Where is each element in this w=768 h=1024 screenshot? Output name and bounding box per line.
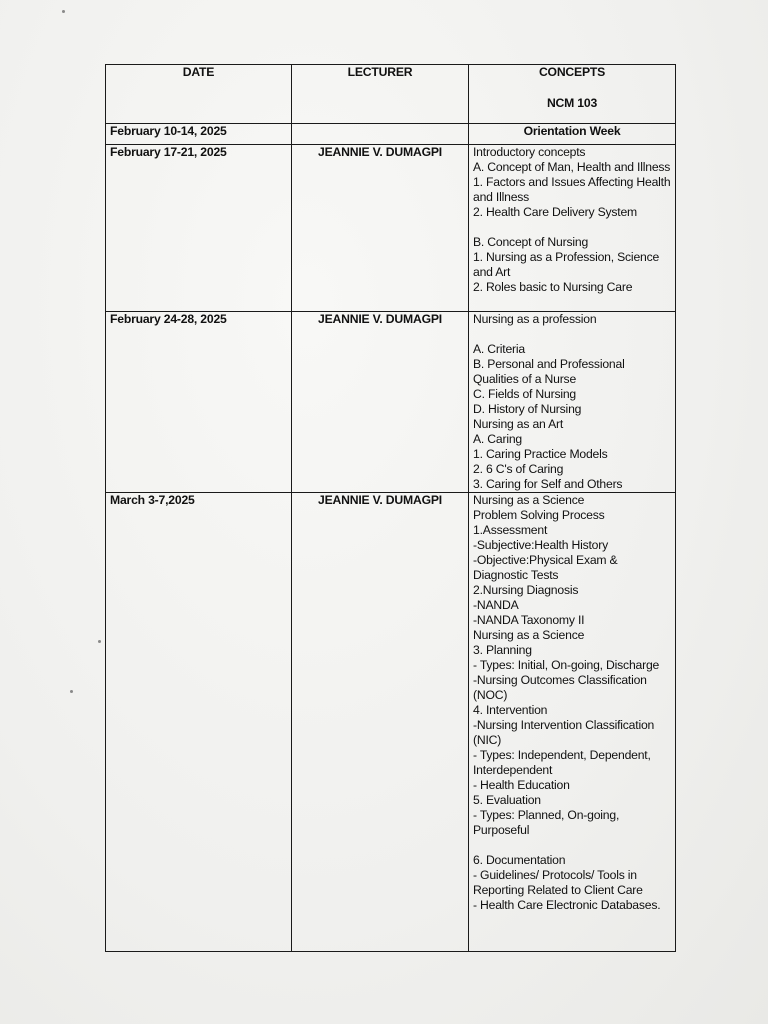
concept-line: - Types: Planned, On-going, Purposeful (473, 808, 620, 837)
line-gap (473, 327, 671, 342)
concept-line: 2. 6 C's of Caring (473, 462, 564, 476)
date-cell: February 24-28, 2025 (106, 312, 292, 493)
table-row (106, 312, 676, 493)
concept-line: - Health Education (473, 778, 570, 792)
concept-line: 3. Planning (473, 643, 532, 657)
lecturer-cell: JEANNIE V. DUMAGPI (292, 312, 469, 493)
line-gap (473, 838, 671, 853)
concepts-title: CONCEPTS (538, 65, 606, 79)
date-cell: March 3-7,2025 (106, 493, 292, 952)
line-gap (473, 220, 671, 235)
concept-line: Nursing as a profession (473, 312, 597, 326)
concept-line: Introductory concepts (473, 145, 586, 159)
date-cell: February 17-21, 2025 (106, 145, 292, 312)
concept-line: - Health Care Electronic Databases. (473, 898, 661, 912)
concepts-cell (469, 493, 676, 952)
concept-line: 1.Assessment (473, 523, 548, 537)
concept-line: - Types: Independent, Dependent, Interdependent (473, 748, 651, 777)
lecturer-cell: JEANNIE V. DUMAGPI (292, 493, 469, 952)
concept-line: A. Caring (473, 432, 523, 446)
concepts-cell (469, 145, 676, 312)
paper-speck (98, 640, 101, 643)
paper-speck (62, 10, 65, 13)
concept-line: 2. Roles basic to Nursing Care (473, 280, 633, 294)
concept-line: 1. Factors and Issues Affecting Health and Illness (473, 175, 671, 204)
table-row (106, 124, 676, 145)
lecturer-header: LECTURER (292, 65, 469, 124)
concept-line: -Nursing Outcomes Classification (NOC) (473, 673, 647, 702)
course-code: NCM 103 (546, 96, 598, 110)
concept-line: B. Concept of Nursing (473, 235, 589, 249)
concept-line: Problem Solving Process (473, 508, 605, 522)
concept-line: - Types: Initial, On-going, Discharge (473, 658, 660, 672)
lecturer-cell: JEANNIE V. DUMAGPI (292, 145, 469, 312)
concept-line: -Nursing Intervention Classification (NIC) (473, 718, 655, 747)
concept-line: 4. Intervention (473, 703, 548, 717)
concept-line: A. Criteria (473, 342, 525, 356)
concept-line: -NANDA Taxonomy II (473, 613, 585, 627)
concept-line: 3. Caring for Self and Others (473, 477, 623, 491)
schedule-table (105, 64, 676, 952)
concepts-header (469, 65, 676, 124)
paper-speck (70, 690, 73, 693)
concept-line: 1. Caring Practice Models (473, 447, 608, 461)
date-header: DATE (106, 65, 292, 124)
concepts-cell (469, 312, 676, 493)
table-row (106, 493, 676, 952)
header-row (106, 65, 676, 124)
date-cell: February 10-14, 2025 (106, 124, 292, 145)
concept-line: Nursing as an Art (473, 417, 564, 431)
concept-line: 1. Nursing as a Profession, Science and Art (473, 250, 660, 279)
concept-line: 6. Documentation (473, 853, 566, 867)
concept-line: 2.Nursing Diagnosis (473, 583, 579, 597)
concept-line: Nursing as a Science (473, 628, 585, 642)
concept-line: B. Personal and Professional Qualities of a Nurse (473, 357, 625, 386)
concepts-cell: Orientation Week (469, 124, 676, 145)
concept-line: -NANDA (473, 598, 519, 612)
concept-line: -Subjective:Health History (473, 538, 609, 552)
lecturer-cell (292, 124, 469, 145)
concept-line: - Guidelines/ Protocols/ Tools in Reporting Related to Client Care (473, 868, 643, 897)
concept-line: 2. Health Care Delivery System (473, 205, 638, 219)
concept-line: Nursing as a Science (473, 493, 585, 507)
concept-line: -Objective:Physical Exam & Diagnostic Tests (473, 553, 618, 582)
concept-line: D. History of Nursing (473, 402, 582, 416)
concept-line: C. Fields of Nursing (473, 387, 577, 401)
concept-line: A. Concept of Man, Health and Illness (473, 160, 671, 174)
concept-line: 5. Evaluation (473, 793, 541, 807)
table-row (106, 145, 676, 312)
